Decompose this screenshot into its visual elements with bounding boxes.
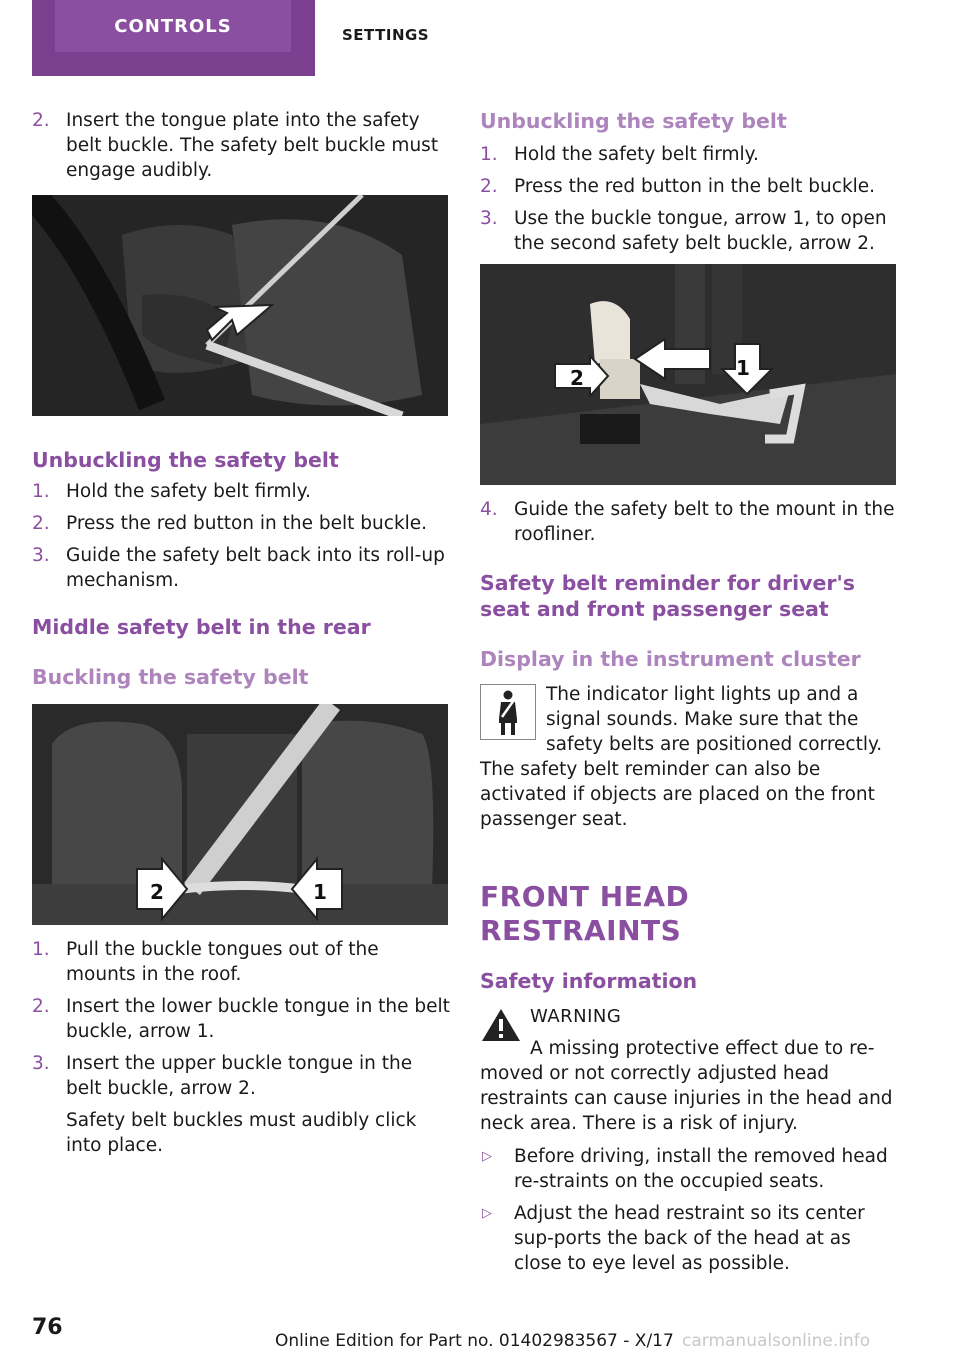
step-number: 3. — [32, 545, 50, 566]
tab-controls[interactable]: CONTROLS — [55, 0, 291, 52]
warning-bullets — [480, 1144, 896, 1276]
seatbelt-warning-icon — [480, 684, 536, 740]
heading-safety-information: Safety information — [480, 969, 698, 993]
arrow-label-1: 1 — [736, 356, 750, 380]
list-item — [32, 937, 450, 987]
left-column — [32, 108, 450, 1158]
step-number: 1. — [32, 939, 50, 960]
list-item — [32, 1051, 450, 1101]
step-text: Insert the lower buckle tongue in the belt buckle, arrow 1. — [66, 996, 450, 1042]
heading-buckling: Buckling the safety belt — [32, 665, 309, 689]
step-text: Guide the safety belt back into its roll-up mechanism. — [66, 545, 445, 591]
list-item — [480, 1201, 896, 1276]
front-seat-illustration — [32, 195, 448, 416]
step-number: 1. — [32, 481, 50, 502]
arrow-label-1: 1 — [313, 880, 327, 904]
step-text: Hold the safety belt firmly. — [66, 481, 311, 502]
list-item — [32, 108, 450, 183]
step-text: Press the red button in the belt buckle. — [514, 176, 876, 197]
list-item — [32, 511, 450, 536]
bullet-text: Before driving, install the removed head re-straints on the occupied seats. — [514, 1146, 888, 1192]
step-number: 2. — [32, 996, 50, 1017]
step-text: Pull the buckle tongues out of the mounts in the roof. — [66, 939, 379, 985]
step-number: 3. — [480, 208, 498, 229]
list-item — [480, 206, 896, 256]
buckle-release-illustration — [480, 264, 896, 485]
list-item — [32, 479, 450, 504]
step-text: Guide the safety belt to the mount in the roofliner. — [514, 499, 895, 545]
right-column — [480, 108, 896, 1283]
list-item — [480, 142, 896, 167]
unbuckling-step-list-right — [480, 142, 896, 256]
rear-seat-illustration — [32, 704, 448, 925]
buckling-step-list — [32, 108, 450, 183]
heading-unbuckling-right: Unbuckling the safety belt — [480, 109, 787, 133]
triangle-bullet-icon: ▷ — [482, 1149, 492, 1164]
buckle-note: Safety belt buckles must audibly click into place. — [66, 1110, 417, 1156]
list-item — [32, 543, 450, 593]
unbuckling-step-list-left — [32, 479, 450, 593]
watermark: carmanualsonline.info — [682, 1331, 871, 1351]
arrow-label-2: 2 — [570, 366, 584, 390]
step-number: 3. — [32, 1053, 50, 1074]
step-number: 1. — [480, 144, 498, 165]
buckle-steps-middle — [32, 937, 450, 1101]
arrow-label-2: 2 — [150, 880, 164, 904]
warning-label: WARNING — [530, 1006, 622, 1027]
step-text: Insert the tongue plate into the safety belt buckle. The safety belt buckle must engage audibly. — [66, 110, 439, 181]
list-item — [480, 1144, 896, 1194]
step-number: 4. — [480, 499, 498, 520]
step-text: Press the red button in the belt buckle. — [66, 513, 428, 534]
display-block — [480, 682, 896, 832]
heading-middle-belt: Middle safety belt in the rear — [32, 615, 371, 639]
tab-settings[interactable]: SETTINGS — [342, 26, 430, 44]
photo-rear-buckle-release — [480, 264, 896, 485]
edition-info: Online Edition for Part no. 01402983567 - X/17 — [275, 1331, 674, 1351]
heading-front-head-restraints: FRONT HEAD RESTRAINTS — [480, 880, 690, 947]
heading-display-cluster: Display in the instrument cluster — [480, 647, 861, 671]
photo-front-seat-belt — [32, 195, 448, 416]
display-text: The indicator light lights up and a signal sounds. Make sure that the safety belts are positioned correctly. The safety belt reminder can also be activated if objects are placed on the front passenger seat. — [480, 684, 883, 830]
step4-list — [480, 497, 896, 547]
step-number: 2. — [480, 176, 498, 197]
bullet-text: Adjust the head restraint so its center sup-ports the back of the head at as close to eye level as possible. — [514, 1203, 865, 1274]
step-text: Hold the safety belt firmly. — [514, 144, 759, 165]
triangle-bullet-icon: ▷ — [482, 1206, 492, 1221]
step-number: 2. — [32, 110, 50, 131]
heading-belt-reminder: Safety belt reminder for driver's seat and front passenger seat — [480, 571, 855, 621]
list-item — [480, 174, 896, 199]
heading-unbuckling-left: Unbuckling the safety belt — [32, 448, 339, 472]
warning-block — [480, 1004, 896, 1136]
list-item — [480, 497, 896, 547]
list-item — [32, 994, 450, 1044]
step-number: 2. — [32, 513, 50, 534]
step-text: Insert the upper buckle tongue in the belt buckle, arrow 2. — [66, 1053, 413, 1099]
step-text: Use the buckle tongue, arrow 1, to open the second safety belt buckle, arrow 2. — [514, 208, 887, 254]
warning-triangle-icon — [480, 1006, 522, 1044]
warning-text: A missing protective effect due to re-moved or not correctly adjusted head restraints can cause injuries in the head and neck area. There is a risk of injury. — [480, 1038, 893, 1134]
photo-rear-middle-belt — [32, 704, 448, 925]
page-number: 76 — [32, 1315, 63, 1340]
